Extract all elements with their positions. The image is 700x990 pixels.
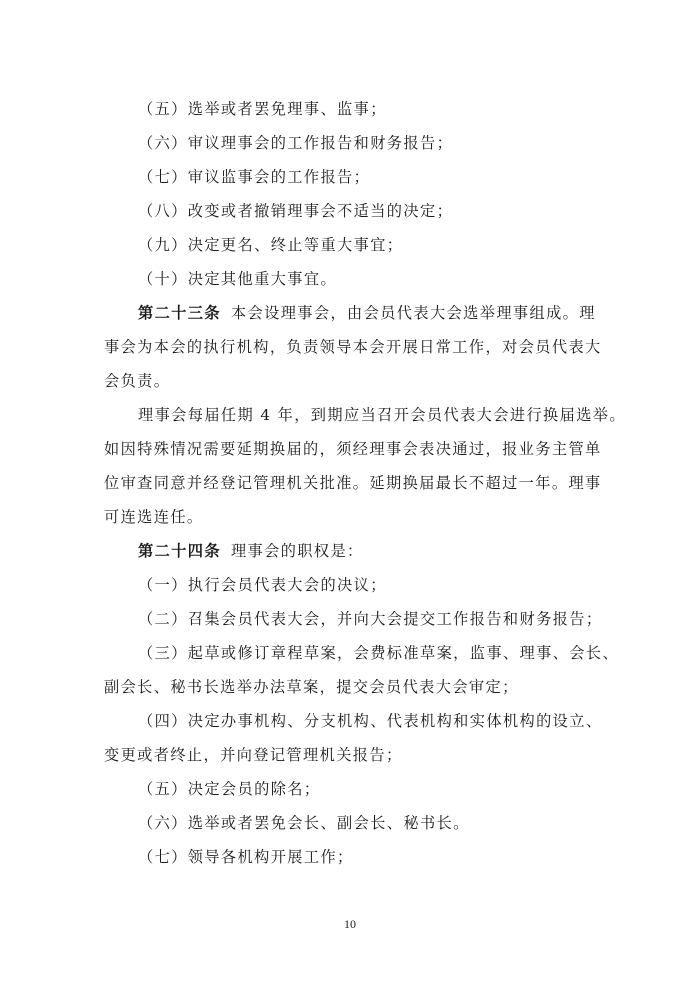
text-line: （三）起草或修订章程草案，会费标准草案，监事、理事、会长、 — [138, 644, 620, 662]
text-line: 副会长、秘书长选举办法草案，提交会员代表大会审定； — [104, 678, 519, 696]
text-line: （六）审议理事会的工作报告和财务报告； — [138, 134, 454, 152]
text-line: （五）选举或者罢免理事、监事； — [138, 100, 387, 118]
text-line: 理事会每届任期 4 年，到期应当召开会员代表大会进行换届选举。 — [138, 406, 626, 424]
text-line: （一）执行会员代表大会的决议； — [138, 576, 387, 594]
text-line: 会负责。 — [104, 372, 171, 390]
article-24-text: 理事会的职权是： — [230, 542, 364, 560]
article-23-label: 第二十三条 — [138, 304, 221, 322]
text-line: 位审查同意并经登记管理机关批准。延期换届最长不超过一年。理事 — [104, 474, 602, 492]
article-23-first-line — [104, 296, 604, 330]
text-line: （二）召集会员代表大会，并向大会提交工作报告和财务报告； — [138, 610, 603, 628]
text-line: （十）决定其他重大事宜。 — [138, 270, 338, 288]
text-line: 可连选连任。 — [104, 508, 204, 526]
text-line: （五）决定会员的除名； — [138, 780, 321, 798]
article-24-first-line — [104, 534, 604, 568]
page-body — [104, 92, 626, 874]
text-line: （七）审议监事会的工作报告； — [138, 168, 371, 186]
page-number: 10 — [344, 917, 356, 931]
text-line: （四）决定办事机构、分支机构、代表机构和实体机构的设立、 — [138, 712, 603, 730]
text-line: 变更或者终止，并向登记管理机关报告； — [104, 746, 403, 764]
text-line: （八）改变或者撤销理事会不适当的决定； — [138, 202, 454, 220]
article-23-text: 本会设理事会，由会员代表大会选举理事组成。理 — [230, 304, 596, 322]
text-line: 事会为本会的执行机构，负责领导本会开展日常工作，对会员代表大 — [104, 338, 602, 356]
text-line: 如因特殊情况需要延期换届的，须经理事会表决通过，报业务主管单 — [104, 440, 602, 458]
text-line: （六）选举或者罢免会长、副会长、秘书长。 — [138, 814, 470, 832]
article-24-label: 第二十四条 — [138, 542, 221, 560]
text-line: （九）决定更名、终止等重大事宜； — [138, 236, 404, 254]
text-line: （七）领导各机构开展工作； — [138, 848, 354, 866]
